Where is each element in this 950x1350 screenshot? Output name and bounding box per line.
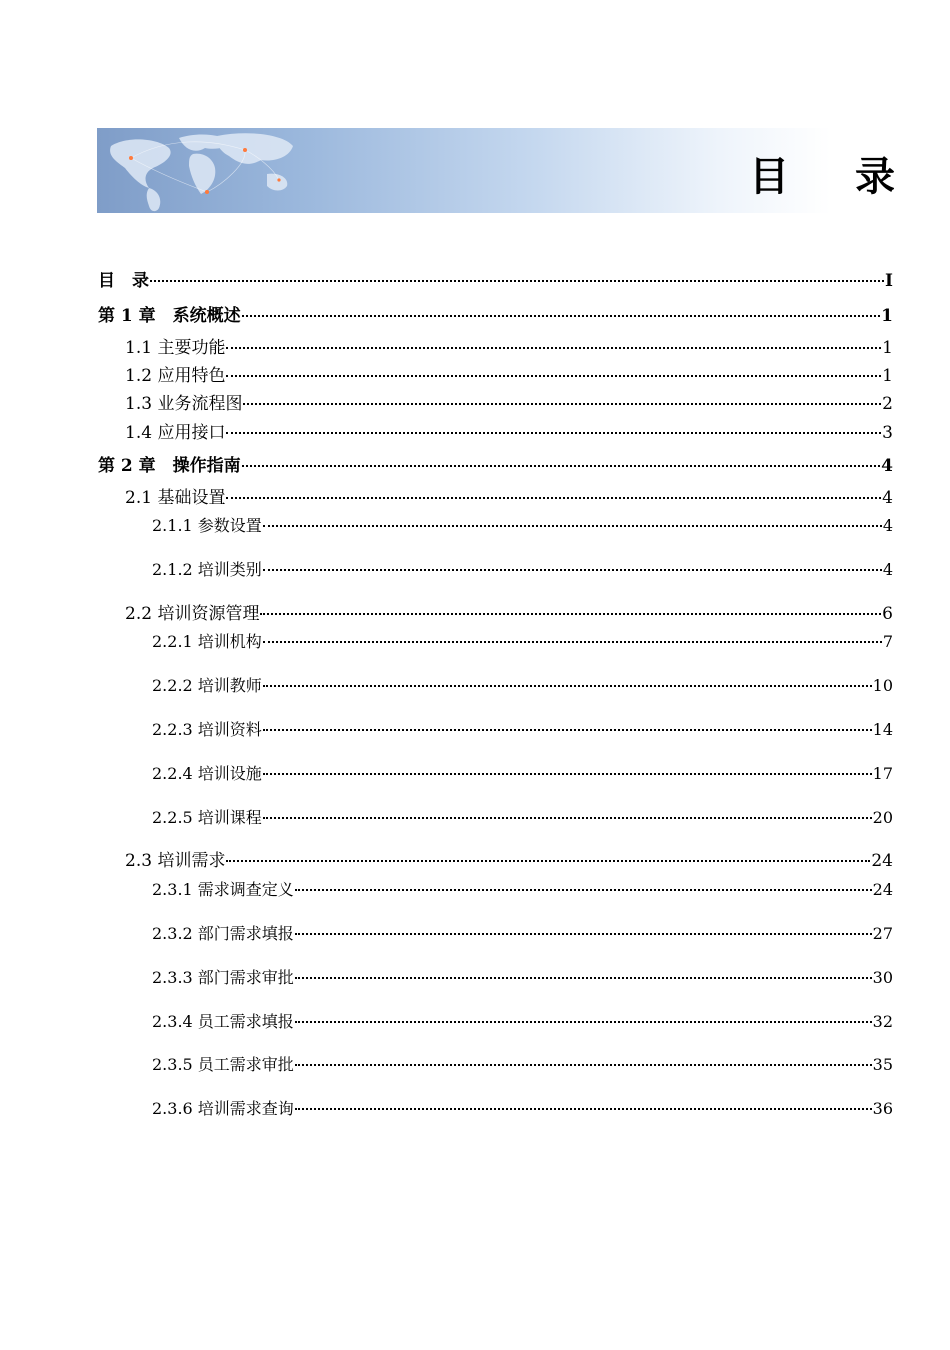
toc-entry-title: 2.1.1 参数设置 — [152, 516, 262, 535]
toc-entry-title: 第 2 章 操作指南 — [98, 456, 241, 476]
world-map-graphic — [97, 128, 517, 213]
toc-leader-dots — [263, 817, 872, 819]
toc-leader-dots — [242, 465, 880, 467]
toc-entry-page: 27 — [872, 924, 893, 943]
toc-leader-dots — [263, 773, 872, 775]
toc-leader-dots — [226, 375, 881, 377]
toc-entry[interactable] — [152, 515, 893, 537]
toc-entry-page: 32 — [872, 1012, 893, 1031]
toc-entry-title: 2.2.4 培训设施 — [152, 764, 262, 783]
toc-entry-page: 4 — [881, 456, 893, 476]
toc-entry[interactable] — [152, 923, 893, 945]
toc-entry-title: 2.3.5 员工需求审批 — [152, 1055, 294, 1074]
toc-entry[interactable] — [98, 455, 893, 477]
toc-leader-dots — [263, 729, 872, 731]
toc-entry-title: 2.3.4 员工需求填报 — [152, 1012, 294, 1031]
toc-entry-page: 17 — [872, 764, 893, 783]
toc-entry-title: 2.1 基础设置 — [125, 488, 226, 508]
toc-entry[interactable] — [152, 807, 893, 829]
toc-entry-title: 1.3 业务流程图 — [125, 394, 243, 414]
toc-entry[interactable] — [125, 337, 893, 359]
toc-entry-title: 2.2.1 培训机构 — [152, 632, 262, 651]
toc-entry[interactable] — [152, 631, 893, 653]
toc-leader-dots — [226, 497, 881, 499]
toc-entry-page: 20 — [872, 808, 893, 827]
toc-entry-page: 35 — [872, 1055, 893, 1074]
toc-entry-page: 14 — [872, 720, 893, 739]
toc-entry[interactable] — [152, 719, 893, 741]
toc-entry-page: 7 — [882, 632, 893, 651]
toc-entry-page: 1 — [882, 338, 893, 358]
toc-entry-page: 30 — [872, 968, 893, 987]
header-banner — [97, 128, 921, 213]
toc-entry[interactable] — [152, 1054, 893, 1076]
toc-leader-dots — [295, 1064, 872, 1066]
toc-entry-title: 2.1.2 培训类别 — [152, 560, 262, 579]
toc-entry-title: 1.4 应用接口 — [125, 423, 226, 443]
toc-entry-page: 24 — [872, 880, 893, 899]
toc-entry[interactable] — [98, 305, 893, 327]
toc-entry-title: 2.2.5 培训课程 — [152, 808, 262, 827]
toc-leader-dots — [295, 1108, 872, 1110]
toc-leader-dots — [295, 977, 872, 979]
page-title: 目 录 — [749, 154, 921, 200]
toc-entry[interactable] — [125, 365, 893, 387]
toc-entry[interactable] — [125, 850, 893, 872]
toc-entry-page: 1 — [882, 366, 893, 386]
toc-entry[interactable] — [152, 559, 893, 581]
toc-entry-page: 1 — [881, 306, 893, 326]
toc-entry-page: 10 — [872, 676, 893, 695]
toc-entry[interactable] — [152, 763, 893, 785]
toc-leader-dots — [295, 889, 872, 891]
toc-leader-dots — [226, 860, 870, 862]
toc-leader-dots — [263, 525, 882, 527]
toc-entry[interactable] — [152, 1098, 893, 1120]
toc-leader-dots — [226, 347, 881, 349]
toc-entry-page: I — [885, 271, 893, 291]
toc-entry[interactable] — [152, 1011, 893, 1033]
toc-leader-dots — [226, 432, 881, 434]
toc-entry-page: 3 — [882, 423, 893, 443]
toc-entry[interactable] — [152, 675, 893, 697]
toc-entry-title: 2.3.2 部门需求填报 — [152, 924, 294, 943]
toc-entry-page: 4 — [882, 488, 893, 508]
toc-entry-page: 24 — [871, 851, 893, 871]
toc-entry[interactable] — [125, 603, 893, 625]
toc-leader-dots — [242, 315, 880, 317]
toc-entry-title: 目 录 — [98, 271, 149, 291]
toc-entry[interactable] — [125, 393, 893, 415]
toc-leader-dots — [260, 613, 881, 615]
toc-entry-title: 2.2.2 培训教师 — [152, 676, 262, 695]
toc-entry-title: 2.3.1 需求调查定义 — [152, 880, 294, 899]
toc-entry-page: 36 — [872, 1099, 893, 1118]
toc-entry-title: 2.2.3 培训资料 — [152, 720, 262, 739]
toc-entry-title: 1.2 应用特色 — [125, 366, 226, 386]
toc-entry[interactable] — [98, 270, 893, 292]
toc-entry-page: 4 — [882, 516, 893, 535]
toc-entry[interactable] — [152, 879, 893, 901]
toc-entry[interactable] — [125, 487, 893, 509]
toc-leader-dots — [263, 641, 882, 643]
toc-leader-dots — [295, 1021, 872, 1023]
toc-entry[interactable] — [152, 967, 893, 989]
toc-leader-dots — [263, 685, 872, 687]
toc-leader-dots — [263, 569, 882, 571]
toc-entry-title: 第 1 章 系统概述 — [98, 306, 241, 326]
toc-entry-title: 2.3 培训需求 — [125, 851, 226, 871]
toc-entry-title: 2.2 培训资源管理 — [125, 604, 260, 624]
toc-leader-dots — [150, 280, 884, 282]
toc-leader-dots — [295, 933, 872, 935]
toc-entry-page: 6 — [882, 604, 893, 624]
toc-entry-title: 1.1 主要功能 — [125, 338, 226, 358]
toc-entry-title: 2.3.3 部门需求审批 — [152, 968, 294, 987]
toc-leader-dots — [243, 403, 881, 405]
toc-entry[interactable] — [125, 422, 893, 444]
toc-entry-page: 4 — [882, 560, 893, 579]
toc-entry-page: 2 — [882, 394, 893, 414]
toc-entry-title: 2.3.6 培训需求查询 — [152, 1099, 294, 1118]
